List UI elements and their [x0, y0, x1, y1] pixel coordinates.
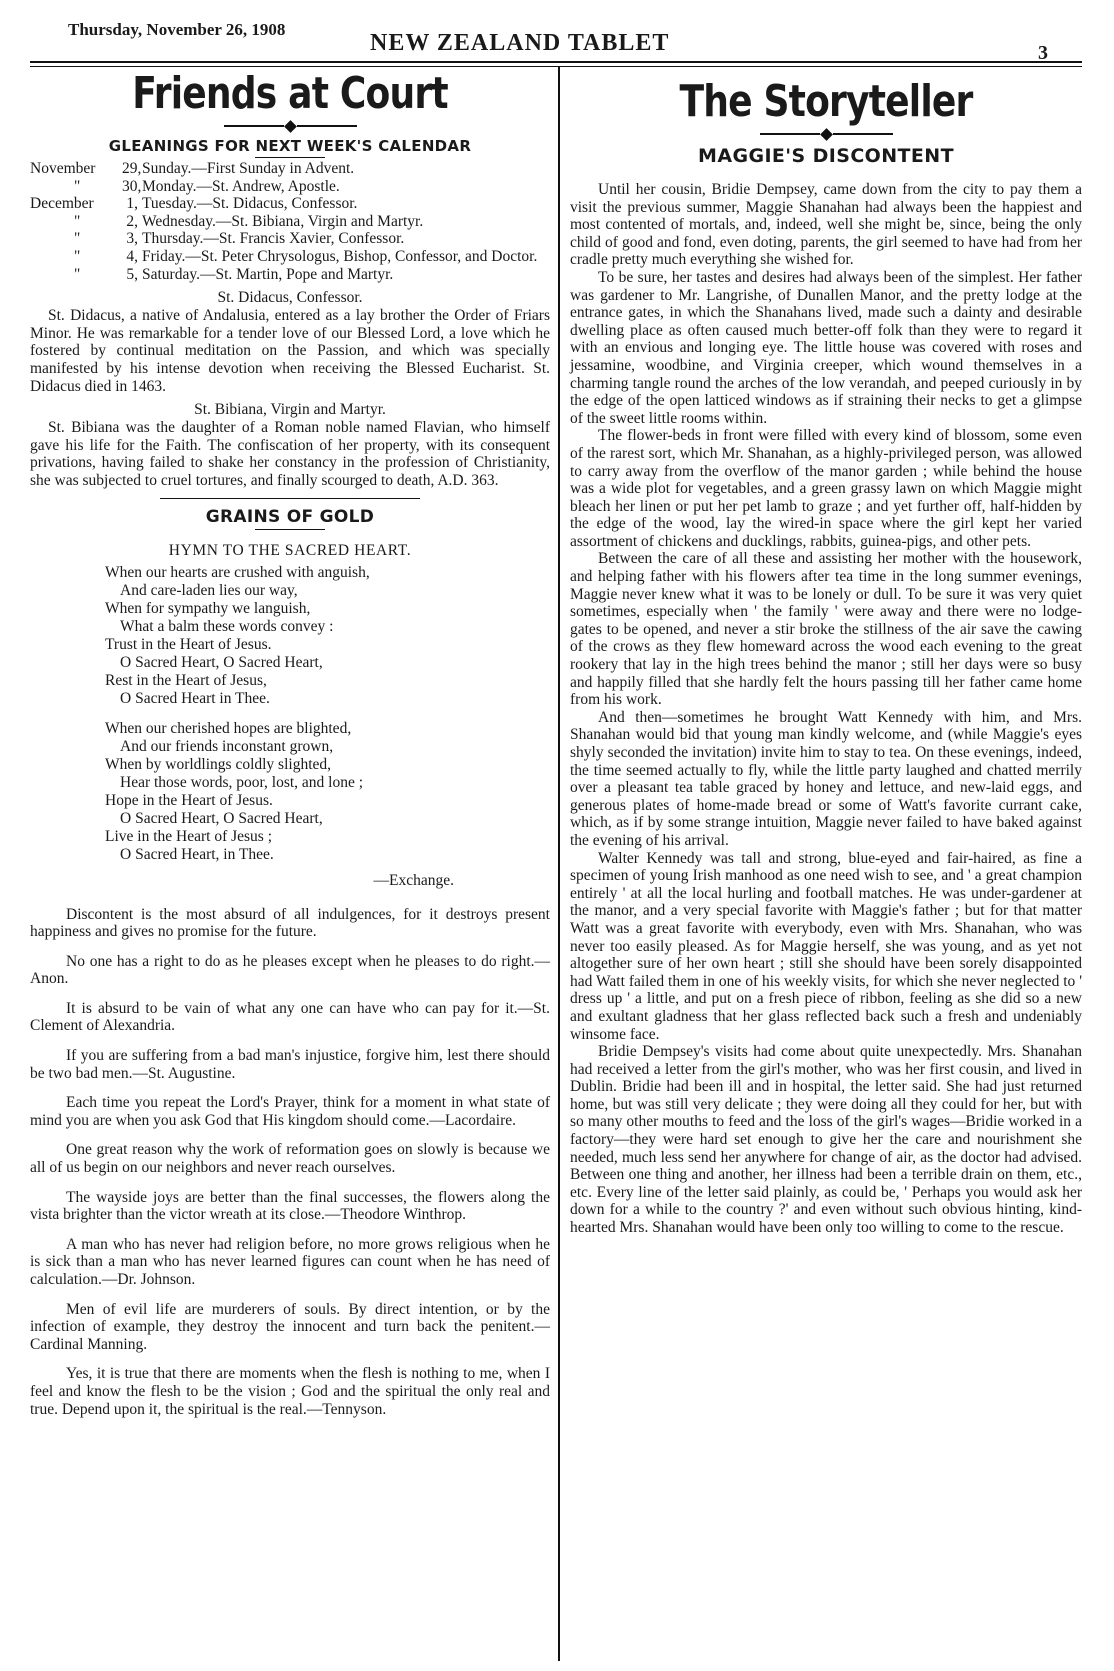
verse-line: When our hearts are crushed with anguish, [105, 563, 370, 581]
quote-item: Each time you repeat the Lord's Prayer, think for a moment in what state of mind you are when you ask God that His kingdom should come.—Lacordaire. [30, 1094, 550, 1129]
quote-item: If you are suffering from a bad man's injustice, forgive him, lest there should be two bad men.—St. Augustine. [30, 1047, 550, 1082]
page-number: 3 [1038, 42, 1048, 64]
story-paragraph: The flower-beds in front were filled with every kind of blossom, some even of the rarest sort, which Mr. Shanahan, as a highly-privileged person, was allowed to carry away from the overflow of the manor garden ; while behind the house was a wide plot for vegetables, and a green grassy lawn on which Maggie might bleach her linen or put her pet lamb to graze ; and yet further off, half-hidden by the edge of the wood, lay the wired-in space where the girl kept her varied assortment of chickens and ducklings, rabbits, guinea-pigs, and other pets. [570, 427, 1082, 550]
calendar-entry: " 5, Saturday.—St. Martin, Pope and Martyr. [74, 265, 394, 283]
header-rule [30, 61, 1082, 63]
quote-item: Men of evil life are murderers of souls. By direct intention, or by the infection of example, they destroy the innocent and turn back the penitent.—Cardinal Manning. [30, 1300, 550, 1353]
verse-line: When by worldlings coldly slighted, [105, 755, 332, 773]
quote-item: It is absurd to be vain of what any one can have who can pay for it.—St. Clement of Alexandria. [30, 999, 550, 1035]
column-divider [558, 66, 560, 1661]
grains-of-gold-heading: GRAINS OF GOLD [205, 506, 375, 527]
heading-rule [255, 529, 325, 530]
story-title: MAGGIE'S DISCONTENT [698, 145, 954, 167]
quote-item: The wayside joys are better than the final successes, the flowers along the vista brighter than the victor wreath at its close.—Theodore Winthrop. [30, 1188, 550, 1224]
section-separator [160, 498, 420, 499]
section-title-friends-at-court: Friends at Court [132, 68, 448, 119]
saint-heading-didacus: St. Didacus, Confessor. [217, 289, 363, 307]
issue-date: Thursday, November 26, 1908 [68, 20, 286, 39]
publication-title: NEW ZEALAND TABLET [370, 30, 670, 56]
left-column [30, 68, 550, 1430]
story-paragraph: Bridie Dempsey's visits had come about quite unexpectedly. Mrs. Shanahan had received a letter from the girl's mother, who was her first cousin, and lived in Dublin. Bridie had been ill and in hospital, the letter said. She had just returned home, but was still very delicate ; they were doing all they could for her, but with so many other mouths to feed and the loss of the girl's wages—Bridie worked in a factory—they were hard set enough to give her the care and nourishment she needed, much less send her anywhere for change of air, as the doctor had advised. Between one thing and another, her illness had been a terrible drain on them, etc., etc. Every line of the letter said plainly, as could be, ' Perhaps you would ask her down for a while to the country ?' and even without such obvious hinting, kind-hearted Mrs. Shanahan would have been only too willing to come to the rescue. [570, 1043, 1082, 1237]
calendar-entry: November 29, Sunday.—First Sunday in Advent. [30, 160, 355, 177]
verse-line: And our friends inconstant grown, [120, 737, 334, 755]
verse-line: O Sacred Heart, O Sacred Heart, [120, 809, 323, 827]
title-ornament [570, 127, 1082, 141]
story-paragraph: Until her cousin, Bridie Dempsey, came down from the city to pay them a visit the previous summer, Maggie Shanahan had always been the happiest and most contented of mortals, and, indeed, well she might be, since, being the only child of good and fond, even doting, parents, the girl seemed to have had from her cradle pretty much everything she wished for. [570, 181, 1082, 269]
story-paragraph: To be sure, her tastes and desires had always been of the simplest. Her father was gardener to Mr. Langrishe, of Dunallen Manor, and the pretty lodge at the entrance gates, in which the Shanahans lived, made such a dainty and desirable dwelling place as often caused much better-off folk than they were to regard it with an envious and longing eye. The little house was covered with roses and jessamine, woodbine, and Virginia creeper, which wound themselves in a charming tangle round the arches of the low verandah, and peeped curiously in by the edge of the open latticed windows as if straining their necks to get a glimpse of the sweet little rooms within. [570, 268, 1082, 427]
story-paragraph: And then—sometimes he brought Watt Kennedy with him, and Mrs. Shanahan would bid that young man kindly welcome, and (while Maggie's eyes shyly seconded the invitation) invite him to stay to tea. On these evenings, indeed, the time seemed actually to fly, while the little party laughed and chatted merrily over a pleasant tea table graced by honey and lettuce, and new-laid eggs, and generous plates of home-made bread or some of Watt's favorite currant cake, which, as if by some strange intuition, Maggie never failed to have baked against the evening of his arrival. [570, 708, 1082, 849]
hymn-stanza-1 [30, 564, 550, 708]
quote-item: No one has a right to do as he pleases except when he pleases to do right.—Anon. [30, 952, 550, 988]
verse-line: O Sacred Heart, in Thee. [120, 845, 274, 863]
calendar-entry: " 2, Wednesday.—St. Bibiana, Virgin and Martyr. [74, 212, 424, 230]
verse-line: Trust in the Heart of Jesus. [105, 635, 272, 653]
verse-line: Live in the Heart of Jesus ; [105, 827, 273, 845]
quote-item: Yes, it is true that there are moments when the flesh is nothing to me, when I feel and know the flesh to be the vision ; God and the spiritual the only real and true. Depend upon it, the spiritual is the real.—Tennyson. [30, 1365, 550, 1418]
calendar-entry: " 4, Friday.—St. Peter Chrysologus, Bishop, Confessor, and Doctor. [74, 247, 538, 265]
hymn-stanza-2 [30, 720, 550, 864]
hymn-credit: —Exchange. [373, 871, 454, 889]
calendar-entry: " 3, Thursday.—St. Francis Xavier, Confessor. [74, 230, 405, 248]
verse-line: When our cherished hopes are blighted, [105, 719, 352, 737]
story-paragraph: Between the care of all these and assisting her mother with the housework, and helping father with his flowers after tea time in the long summer evenings, Maggie never knew what it was to be lonely or dull. To be sure it was very quiet sometimes, especially when ' the family ' were away and there were no lodge-gates to be opened, and never a stir broke the stillness of the air save the cawing of the crows as they flew homeward across the wood each evening to the great rookery that lay in the high trees behind the manor ; still her days were so busy and happily filled that she hardly felt the hours passing till her father came home from his work. [570, 550, 1082, 709]
quote-item: Discontent is the most absurd of all indulgences, for it destroys present happiness and gives no promise for the future. [30, 905, 550, 941]
heading-rule [255, 157, 325, 158]
verse-line: O Sacred Heart in Thee. [120, 689, 270, 707]
story-paragraph: Walter Kennedy was tall and strong, blue-eyed and fair-haired, as fine a specimen of young Irish manhood as one need wish to see, and ' a great champion entirely ' at all the local hurling and football matches. He was under-gardener at the manor, and a very special favorite with Maggie's father ; but for that matter Watt was a great favorite with everybody, even with Mrs. Shanahan, who was never too easily pleased. As for Maggie herself, she was young, and as yet not altogether sure of her own heart ; still she should have been sorely disappointed had Watt failed them in one of his weekly visits, for which she never neglected to ' dress up ' a little, and put on a fresh piece of ribbon, feeling as she did so a new and exultant gladness that her glass reflected back such a fresh and undeniably winsome face. [570, 849, 1082, 1043]
verse-line: What a balm these words convey : [120, 617, 334, 635]
section-title-storyteller: The Storyteller [679, 76, 973, 127]
hymn-title: HYMN TO THE SACRED HEART. [168, 541, 412, 559]
verse-line: And care-laden lies our way, [120, 581, 298, 599]
calendar-entry: " 30, Monday.—St. Andrew, Apostle. [74, 177, 340, 195]
verse-line: Hear those words, poor, lost, and lone ; [120, 773, 364, 791]
calendar-list [30, 160, 550, 283]
quotes-list [30, 906, 550, 1419]
saint-text-didacus: St. Didacus, a native of Andalusia, entered as a lay brother the Order of Friars Minor. He was remarkable for a tender love of our Blessed Lord, a love which he fostered by continual meditation on the Passion, and which was specially manifested by his intense devotion when receiving the Blessed Eucharist. St. Didacus died in 1463. [30, 307, 550, 395]
verse-line: Rest in the Heart of Jesus, [105, 671, 267, 689]
right-column [570, 68, 1082, 1237]
quote-item: A man who has never had religion before, no more grows religious when he is sick than a man who has never learned figures can count when he has need of calculation.—Dr. Johnson. [30, 1235, 550, 1288]
calendar-entry: December 1, Tuesday.—St. Didacus, Confessor. [30, 195, 358, 213]
saint-heading-bibiana: St. Bibiana, Virgin and Martyr. [194, 401, 386, 419]
verse-line: O Sacred Heart, O Sacred Heart, [120, 653, 323, 671]
header-rule-thin [30, 66, 1082, 67]
saint-text-bibiana: St. Bibiana was the daughter of a Roman noble named Flavian, who himself gave his life for the Faith. The confiscation of her property, with its consequent privations, having failed to shake her constancy in the profession of Christianity, she was subjected to cruel tortures, and finally scourged to death, A.D. 363. [30, 419, 550, 489]
quote-item: One great reason why the work of reformation goes on slowly is because we all of us begin on our neighbors and never reach ourselves. [30, 1141, 550, 1177]
calendar-heading: GLEANINGS FOR NEXT WEEK'S CALENDAR [108, 137, 472, 155]
verse-line: Hope in the Heart of Jesus. [105, 791, 273, 809]
verse-line: When for sympathy we languish, [105, 599, 311, 617]
title-ornament [30, 119, 550, 133]
